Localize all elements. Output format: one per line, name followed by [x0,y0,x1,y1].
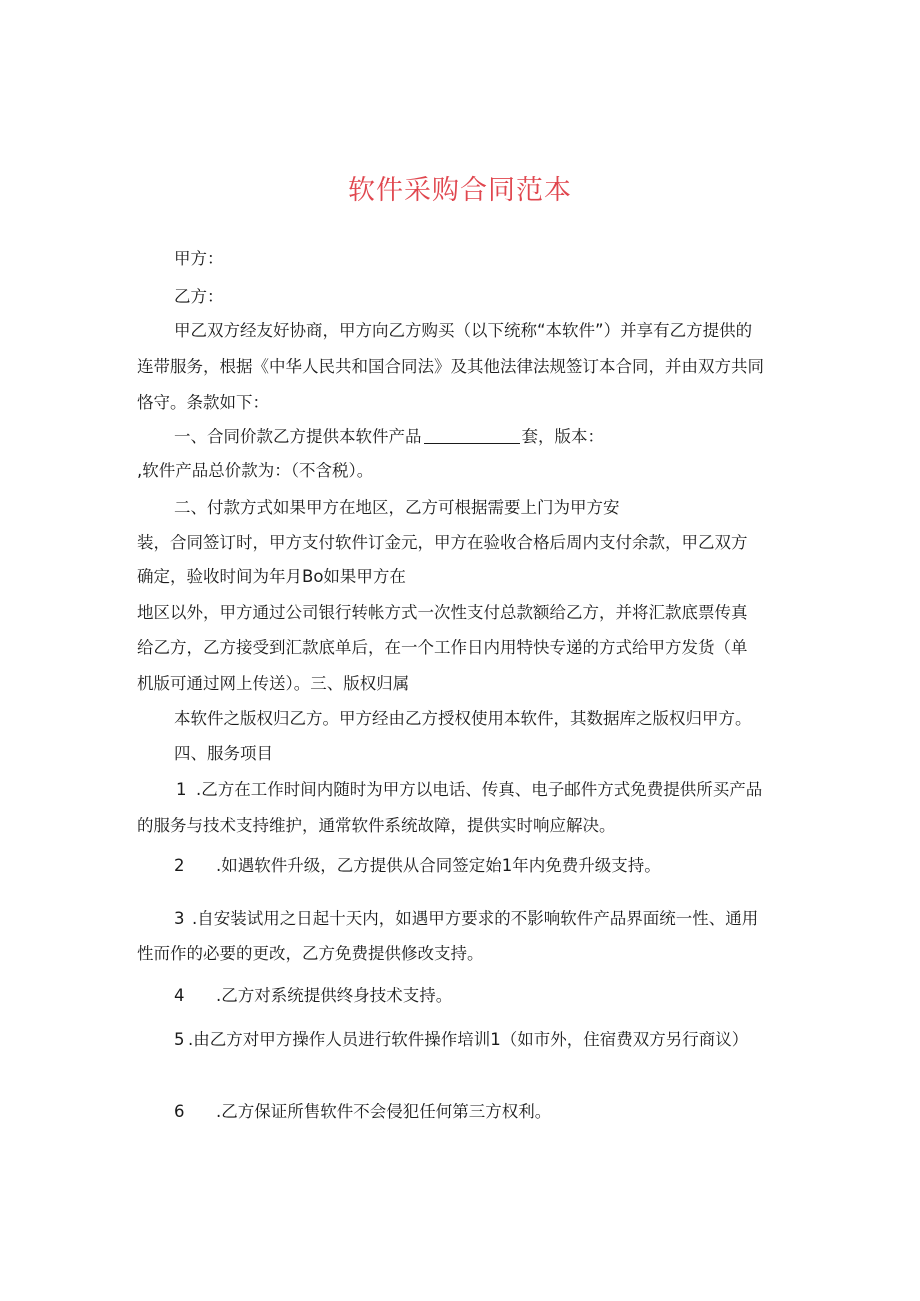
service-1-line-1: .乙方在工作时间内随时为甲方以电话、传真、电子邮件方式免费提供所买产品 [196,780,763,799]
service-1-line-2: 的服务与技术支持维护，通常软件系统故障，提供实时响应解决。 [137,816,616,835]
service-6-line-1: .乙方保证所售软件不会侵犯任何第三方权利。 [216,1102,552,1121]
service-number: 6 [174,1102,185,1121]
clause1-prefix: 一、合同价款乙方提供本软件产品 [174,427,422,446]
intro-line-1: 甲乙双方经友好协商，甲方向乙方购买（以下统称“本软件”）并享有乙方提供的 [174,321,753,340]
service-number: 4 [174,986,185,1005]
service-4-line-1: .乙方对系统提供终身技术支持。 [216,986,453,1005]
service-3-line-2: 性而作的必要的更改，乙方免费提供修改支持。 [137,944,484,963]
clause2-line-6: 机版可通过网上传送）。三、版权归属 [137,674,410,693]
service-3-line-1: .自安装试用之日起十天内，如遇甲方要求的不影响软件产品界面统一性、通用 [192,909,759,928]
clause1-suffix: 套，版本： [521,427,604,446]
intro-line-3: 恪守。条款如下： [137,393,269,412]
clause2-line-2: 装，合同签订时，甲方支付软件订金元，甲方在验收合格后周内支付余款，甲乙双方 [137,533,748,552]
clause2-line-3: 确定，验收时间为年月Bo如果甲方在 [137,567,406,586]
service-number: 1 [176,780,187,799]
service-number: 3 [174,909,185,928]
service-2-line-1: .如遇软件升级，乙方提供从合同签定始1年内免费升级支持。 [216,856,661,875]
party-a-label: 甲方： [174,249,224,268]
clause2-line-5: 给乙方，乙方接受到汇款底单后，在一个工作日内用特快专递的方式给甲方发货（单 [137,638,748,657]
clause2-line-1: 二、付款方式如果甲方在地区，乙方可根据需要上门为甲方安 [174,498,620,517]
service-number: 5 [174,1030,185,1049]
quantity-blank [424,427,520,444]
clause4-heading: 四、服务项目 [174,744,273,763]
clause2-line-4: 地区以外，甲方通过公司银行转帐方式一次性支付总款额给乙方，并将汇款底票传真 [137,603,748,622]
clause1-line-1 [174,426,604,448]
service-number: 2 [174,856,185,875]
document-title: 软件采购合同范本 [348,175,572,206]
clause1-line-2: ,软件产品总价款为：（不含税）。 [137,461,374,480]
intro-line-2: 连带服务，根据《中华人民共和国合同法》及其他法律法规签订本合同，并由双方共同 [137,357,764,376]
party-b-label: 乙方： [174,287,224,306]
clause3-body: 本软件之版权归乙方。甲方经由乙方授权使用本软件，其数据库之版权归甲方。 [174,709,752,728]
service-5-line-1: .由乙方对甲方操作人员进行软件操作培训1（如市外，住宿费双方另行商议） [188,1030,749,1049]
